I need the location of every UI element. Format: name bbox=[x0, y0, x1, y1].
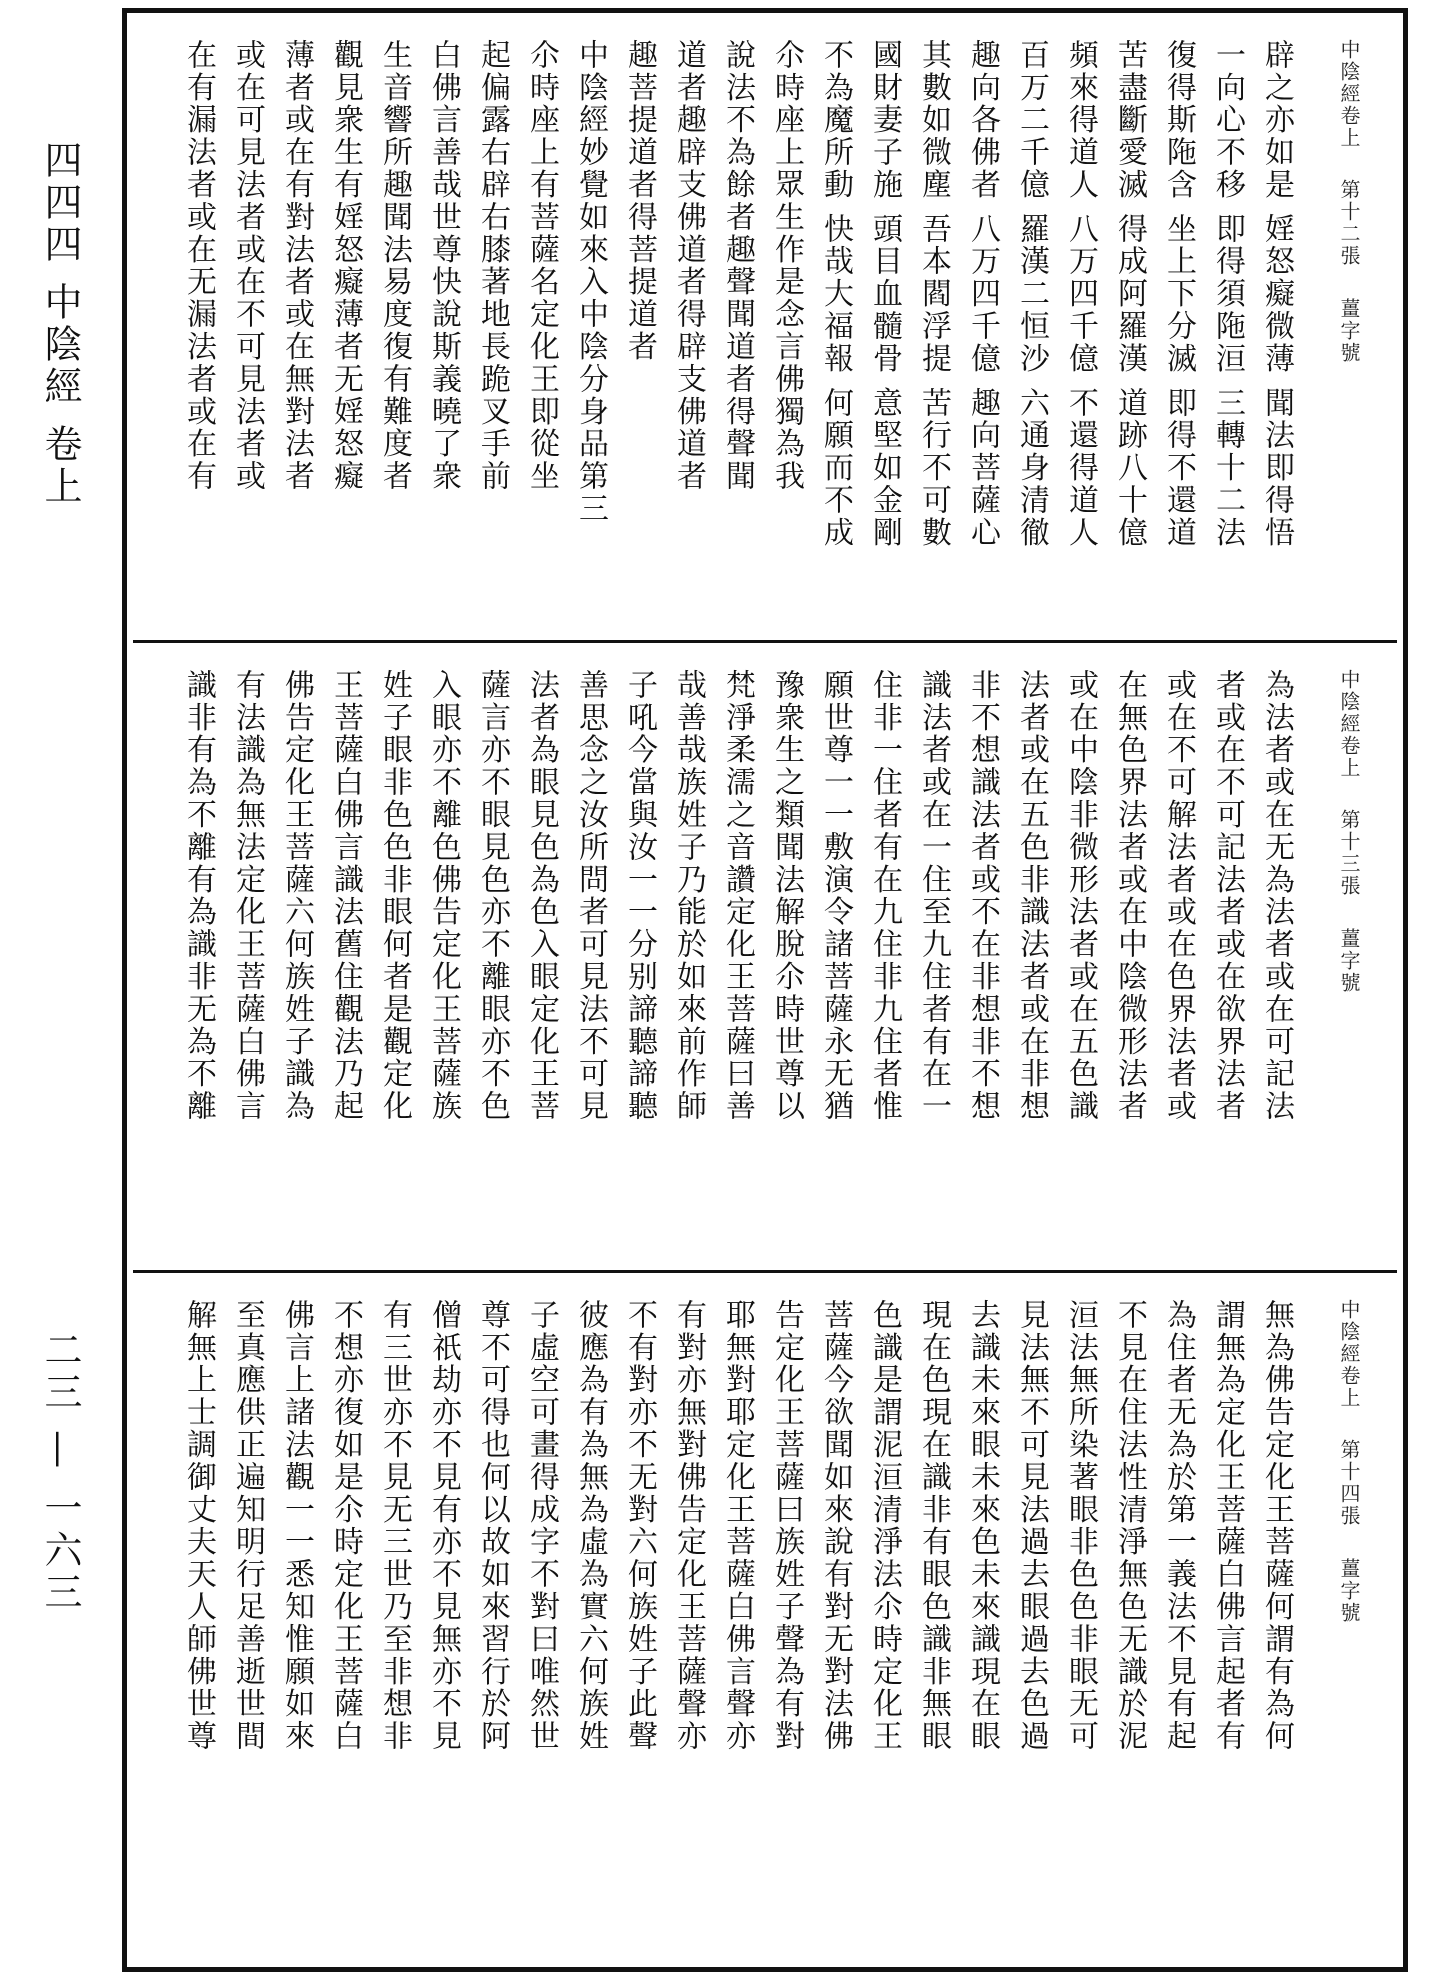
text-column: 王菩薩白佛言識法舊住觀法乃起 bbox=[328, 669, 363, 1123]
text-column: 為住者无為於第一義法不見有起 bbox=[1161, 1299, 1196, 1753]
text-column: 復得斯陁含 坐上下分滅 即得不還道 bbox=[1161, 39, 1196, 549]
margin-page-number: 二三 — 一六三 bbox=[38, 1330, 82, 1615]
text-column: 至真應供正遍知明行足善逝世間 bbox=[230, 1299, 265, 1753]
text-column: 趣菩提道者得菩提道者 bbox=[622, 39, 657, 363]
header-page: 第十四張 bbox=[1337, 1439, 1361, 1528]
text-column: 無為佛告定化王菩薩何謂有為何 bbox=[1259, 1299, 1294, 1753]
text-column: 或在可見法者或在不可見法者或 bbox=[230, 39, 265, 493]
header-page: 第十二張 bbox=[1337, 179, 1361, 268]
text-column: 佛告定化王菩薩六何族姓子識為 bbox=[279, 669, 314, 1123]
text-column: 豫衆生之類聞法解脫尒時世尊以 bbox=[769, 669, 804, 1123]
text-column: 中陰經妙覺如來入中陰分身品第三 bbox=[573, 39, 608, 525]
text-column: 願世尊一一敷演令諸菩薩永无猶 bbox=[818, 669, 853, 1123]
text-column: 子吼今當與汝一一分别諦聽諦聽 bbox=[622, 669, 657, 1123]
text-column: 不想亦復如是尒時定化王菩薩白 bbox=[328, 1299, 363, 1753]
text-column: 彼應為有為無為虛為實六何族姓 bbox=[573, 1299, 608, 1753]
text-column: 耶無對耶定化王菩薩白佛言聲亦 bbox=[720, 1299, 755, 1753]
register-header bbox=[1325, 669, 1373, 1016]
text-column: 告定化王菩薩曰族姓子聲為有對 bbox=[769, 1299, 804, 1753]
text-column: 為法者或在无為法者或在可記法 bbox=[1259, 669, 1294, 1123]
register-header bbox=[1325, 1299, 1373, 1646]
register-header bbox=[1325, 39, 1373, 386]
text-column: 道者趣辟支佛道者得辟支佛道者 bbox=[671, 39, 706, 493]
text-column: 百万二千億 羅漢二恒沙 六通身清徹 bbox=[1014, 39, 1049, 549]
text-column: 苦盡斷愛滅 得成阿羅漢 道跡八十億 bbox=[1112, 39, 1147, 549]
text-column: 見法無不可見法過去眼過去色過 bbox=[1014, 1299, 1049, 1753]
text-column: 趣向各佛者 八万四千億 趣向菩薩心 bbox=[965, 39, 1000, 549]
header-mark: 薑字號 bbox=[1337, 1557, 1361, 1624]
text-column: 住非一住者有在九住非九住者惟 bbox=[867, 669, 902, 1123]
text-column: 有三世亦不見无三世乃至非想非 bbox=[377, 1299, 412, 1753]
register-bottom bbox=[133, 1273, 1397, 1963]
text-column: 辟之亦如是 婬怒癡微薄 聞法即得悟 bbox=[1259, 39, 1294, 549]
header-title: 中陰經卷上 bbox=[1337, 1299, 1361, 1409]
text-column: 說法不為餘者趣聲聞道者得聲聞 bbox=[720, 39, 755, 493]
text-column: 善思念之汝所問者可見法不可見 bbox=[573, 669, 608, 1123]
text-column: 在有漏法者或在无漏法者或在有 bbox=[181, 39, 216, 493]
text-column: 薄者或在有對法者或在無對法者 bbox=[279, 39, 314, 493]
text-column: 佛言上諸法觀一一悉知惟願如來 bbox=[279, 1299, 314, 1753]
text-column: 法者或在五色非識法者或在非想 bbox=[1014, 669, 1049, 1123]
text-column: 國財妻子施 頭目血髓骨 意堅如金剛 bbox=[867, 39, 902, 549]
text-column: 薩言亦不眼見色亦不離眼亦不色 bbox=[475, 669, 510, 1123]
text-column: 白佛言善哉世尊快說斯義曉了衆 bbox=[426, 39, 461, 493]
text-block bbox=[174, 1299, 1301, 1939]
text-column: 觀見衆生有婬怒癡薄者无婬怒癡 bbox=[328, 39, 363, 493]
text-column: 識法者或在一住至九住者有在一 bbox=[916, 669, 951, 1123]
text-column: 一向心不移 即得須陁洹 三轉十二法 bbox=[1210, 39, 1245, 549]
text-column: 色識是謂泥洹清淨法尒時定化王 bbox=[867, 1299, 902, 1753]
text-column: 尊不可得也何以故如來習行於阿 bbox=[475, 1299, 510, 1753]
header-title: 中陰經卷上 bbox=[1337, 669, 1361, 779]
text-column: 不見在住法性清淨無色无識於泥 bbox=[1112, 1299, 1147, 1753]
text-column: 或在不可解法者或在色界法者或 bbox=[1161, 669, 1196, 1123]
header-mark: 薑字號 bbox=[1337, 297, 1361, 364]
text-column: 謂無為定化王菩薩白佛言起者有 bbox=[1210, 1299, 1245, 1753]
text-column: 生音響所趣聞法易度復有難度者 bbox=[377, 39, 412, 493]
text-column: 起偏露右辟右膝著地長跪叉手前 bbox=[475, 39, 510, 493]
text-column: 尒時座上眾生作是念言佛獨為我 bbox=[769, 39, 804, 493]
header-mark: 薑字號 bbox=[1337, 927, 1361, 994]
text-column: 子虛空可畫得成字不對曰唯然世 bbox=[524, 1299, 559, 1753]
text-column: 者或在不可記法者或在欲界法者 bbox=[1210, 669, 1245, 1123]
text-column: 去識未來眼未來色未來識現在眼 bbox=[965, 1299, 1000, 1753]
text-column: 法者為眼見色為色入眼定化王菩 bbox=[524, 669, 559, 1123]
text-column: 在無色界法者或在中陰微形法者 bbox=[1112, 669, 1147, 1123]
text-column: 或在中陰非微形法者或在五色識 bbox=[1063, 669, 1098, 1123]
text-column: 梵淨柔濡之音讚定化王菩薩曰善 bbox=[720, 669, 755, 1123]
text-column: 不有對亦不无對六何族姓子此聲 bbox=[622, 1299, 657, 1753]
register-middle bbox=[133, 643, 1397, 1273]
text-column: 入眼亦不離色佛告定化王菩薩族 bbox=[426, 669, 461, 1123]
text-column: 菩薩今欲聞如來說有對无對法佛 bbox=[818, 1299, 853, 1753]
text-column: 姓子眼非色色非眼何者是觀定化 bbox=[377, 669, 412, 1123]
text-column: 有法識為無法定化王菩薩白佛言 bbox=[230, 669, 265, 1123]
text-column: 不為魔所動 快哉大福報 何願而不成 bbox=[818, 39, 853, 549]
header-page: 第十三張 bbox=[1337, 809, 1361, 898]
text-column: 尒時座上有菩薩名定化王即從坐 bbox=[524, 39, 559, 493]
text-column: 頻來得道人 八万四千億 不還得道人 bbox=[1063, 39, 1098, 549]
header-title: 中陰經卷上 bbox=[1337, 39, 1361, 149]
text-column: 僧祇劫亦不見有亦不見無亦不見 bbox=[426, 1299, 461, 1753]
scripture-page bbox=[122, 8, 1408, 1972]
text-block bbox=[174, 39, 1301, 619]
margin-volume-title: 四四四 中陰經 卷上 bbox=[38, 140, 82, 509]
text-column: 現在色現在識非有眼色識非無眼 bbox=[916, 1299, 951, 1753]
text-column: 洹法無所染著眼非色色非眼无可 bbox=[1063, 1299, 1098, 1753]
text-column: 解無上士調御丈夫天人師佛世尊 bbox=[181, 1299, 216, 1753]
text-column: 非不想識法者或不在非想非不想 bbox=[965, 669, 1000, 1123]
register-top bbox=[133, 13, 1397, 643]
text-block bbox=[174, 669, 1301, 1249]
text-column: 其數如微塵 吾本閻浮提 苦行不可數 bbox=[916, 39, 951, 549]
text-column: 有對亦無對佛告定化王菩薩聲亦 bbox=[671, 1299, 706, 1753]
text-column: 哉善哉族姓子乃能於如來前作師 bbox=[671, 669, 706, 1123]
text-column: 識非有為不離有為識非无為不離 bbox=[181, 669, 216, 1123]
